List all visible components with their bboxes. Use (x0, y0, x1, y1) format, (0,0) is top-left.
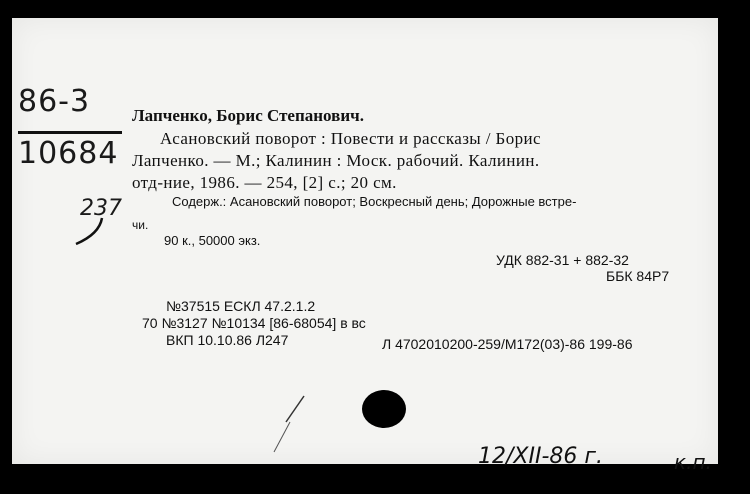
shelf-mark-divider (18, 131, 122, 134)
bbk-classification: ББК 84Р7 (606, 268, 670, 284)
shelf-mark-top: 86-3 (18, 84, 91, 119)
contents-line-1: Содерж.: Асановский поворот; Воскресный день; Дорожные встре- (172, 194, 577, 209)
handwritten-date: 12/XII-86 г. (478, 444, 603, 469)
record-line-3: ВКП 10.10.86 Л247 (166, 332, 289, 348)
price-print-run: 90 к., 50000 экз. (164, 233, 261, 248)
punch-hole (362, 390, 406, 428)
record-line-2: 70 №3127 №10134 [86-68054] в вс (142, 315, 366, 331)
shelf-mark-bottom: 10684 (18, 136, 119, 171)
publisher-code: Л 4702010200-259/М172(03)-86 199-86 (382, 336, 633, 352)
title-line-3: отд-ние, 1986. — 254, [2] с.; 20 см. (132, 173, 397, 192)
udk-classification: УДК 882-31 + 882-32 (496, 252, 629, 268)
title-line-2: Лапченко. — М.; Калинин : Моск. рабочий. Калинин. (132, 151, 540, 170)
title-line-1: Асановский поворот : Повести и рассказы / Борис (160, 129, 541, 148)
handwritten-arrow-icon (72, 216, 108, 246)
pencil-mark-icon (264, 392, 314, 462)
author-heading: Лапченко, Борис Степанович. (132, 106, 364, 125)
record-line-1: №37515 ЕСКЛ 47.2.1.2 (166, 298, 316, 314)
handwritten-note: 237 (80, 196, 122, 221)
contents-line-2: чи. (132, 218, 149, 232)
handwritten-initials: к.п. (674, 450, 712, 474)
catalog-card (12, 18, 718, 474)
